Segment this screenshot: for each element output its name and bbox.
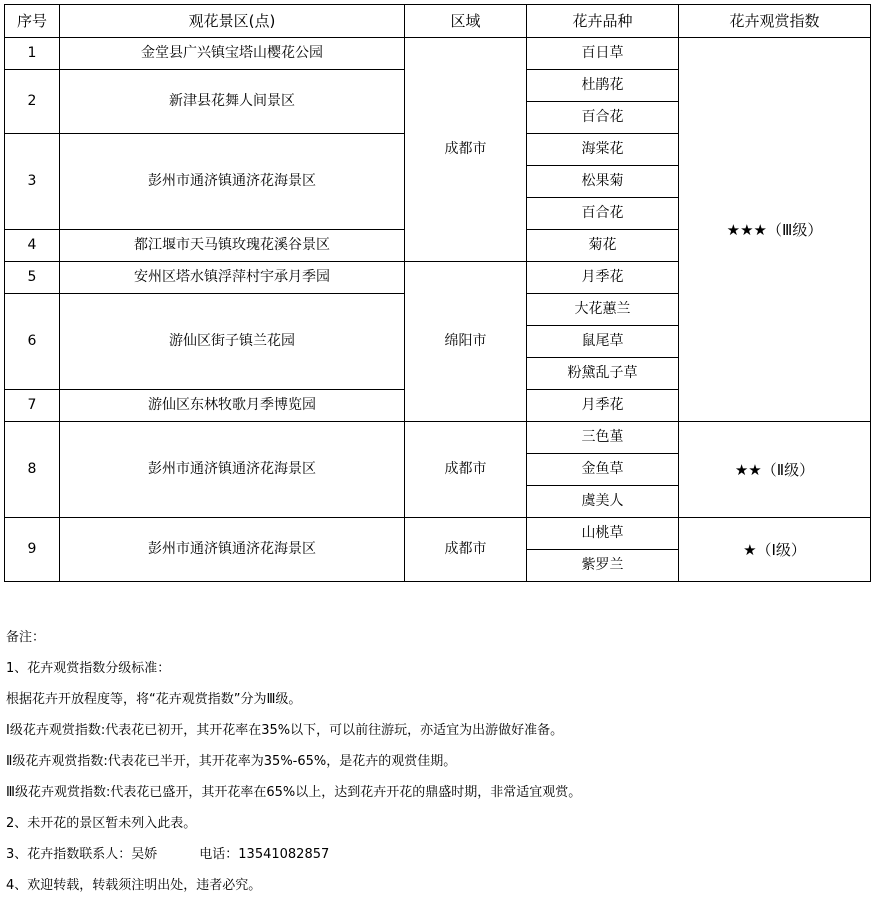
notes-section [6,622,581,901]
region-cell: 成都市 [405,422,527,518]
notes-item-3 [6,839,581,870]
flower-cell: 月季花 [527,390,679,422]
rating-cell: ★★★（Ⅲ级） [679,38,871,422]
row-site: 新津县花舞人间景区 [60,70,405,134]
flower-cell: 大花蕙兰 [527,294,679,326]
contact-person: 3、花卉指数联系人：吴娇 [6,847,158,862]
notes-level-2: Ⅱ级花卉观赏指数:代表花已半开，其开花率为35%-65%，是花卉的观赏佳期。 [6,754,457,769]
notes-intro: 根据花卉开放程度等，将“花卉观赏指数”分为Ⅲ级。 [6,692,302,707]
flower-cell: 金鱼草 [527,454,679,486]
flower-cell: 三色堇 [527,422,679,454]
row-no: 6 [5,294,60,390]
flower-cell: 紫罗兰 [527,550,679,582]
flower-cell: 海棠花 [527,134,679,166]
flower-cell: 菊花 [527,230,679,262]
row-site: 游仙区街子镇兰花园 [60,294,405,390]
row-no: 3 [5,134,60,230]
row-no: 9 [5,518,60,582]
row-site: 彭州市通济镇通济花海景区 [60,422,405,518]
table-header-row [5,5,871,38]
header-no: 序号 [5,5,60,38]
notes-title: 备注： [6,630,46,645]
row-site: 游仙区东林牧歌月季博览园 [60,390,405,422]
table-row [5,38,871,70]
region-cell: 成都市 [405,518,527,582]
flower-cell: 百合花 [527,102,679,134]
row-no: 8 [5,422,60,518]
row-no: 7 [5,390,60,422]
row-no: 2 [5,70,60,134]
header-site: 观花景区(点) [60,5,405,38]
flower-cell: 百合花 [527,198,679,230]
header-rating: 花卉观赏指数 [679,5,871,38]
notes-item-2: 2、未开花的景区暂未列入此表。 [6,816,197,831]
row-site: 彭州市通济镇通济花海景区 [60,134,405,230]
table-row [5,422,871,454]
notes-item-4: 4、欢迎转载，转载须注明出处，违者必究。 [6,878,262,893]
flower-cell: 鼠尾草 [527,326,679,358]
notes-level-1: Ⅰ级花卉观赏指数:代表花已初开，其开花率在35%以下，可以前往游玩，亦适宜为出游做好准备。 [6,723,564,738]
rating-cell: ★（Ⅰ级） [679,518,871,582]
region-cell: 绵阳市 [405,262,527,422]
flower-cell: 百日草 [527,38,679,70]
row-no: 4 [5,230,60,262]
row-site: 金堂县广兴镇宝塔山樱花公园 [60,38,405,70]
flower-cell: 山桃草 [527,518,679,550]
flower-cell: 粉黛乱子草 [527,358,679,390]
contact-phone: 电话：13541082857 [199,847,330,862]
row-no: 1 [5,38,60,70]
flower-cell: 松果菊 [527,166,679,198]
header-region: 区域 [405,5,527,38]
flower-index-table [4,4,871,582]
region-cell: 成都市 [405,38,527,262]
flower-cell: 杜鹃花 [527,70,679,102]
flower-cell: 月季花 [527,262,679,294]
notes-item-1: 1、花卉观赏指数分级标准： [6,661,171,676]
row-site: 都江堰市天马镇玫瑰花溪谷景区 [60,230,405,262]
rating-cell: ★★（Ⅱ级） [679,422,871,518]
row-site: 安州区塔水镇浮萍村宇承月季园 [60,262,405,294]
notes-level-3: Ⅲ级花卉观赏指数:代表花已盛开，其开花率在65%以上，达到花卉开花的鼎盛时期，非常适宜观赏。 [6,785,582,800]
flower-cell: 虞美人 [527,486,679,518]
table-row [5,518,871,550]
row-site: 彭州市通济镇通济花海景区 [60,518,405,582]
row-no: 5 [5,262,60,294]
header-flower: 花卉品种 [527,5,679,38]
